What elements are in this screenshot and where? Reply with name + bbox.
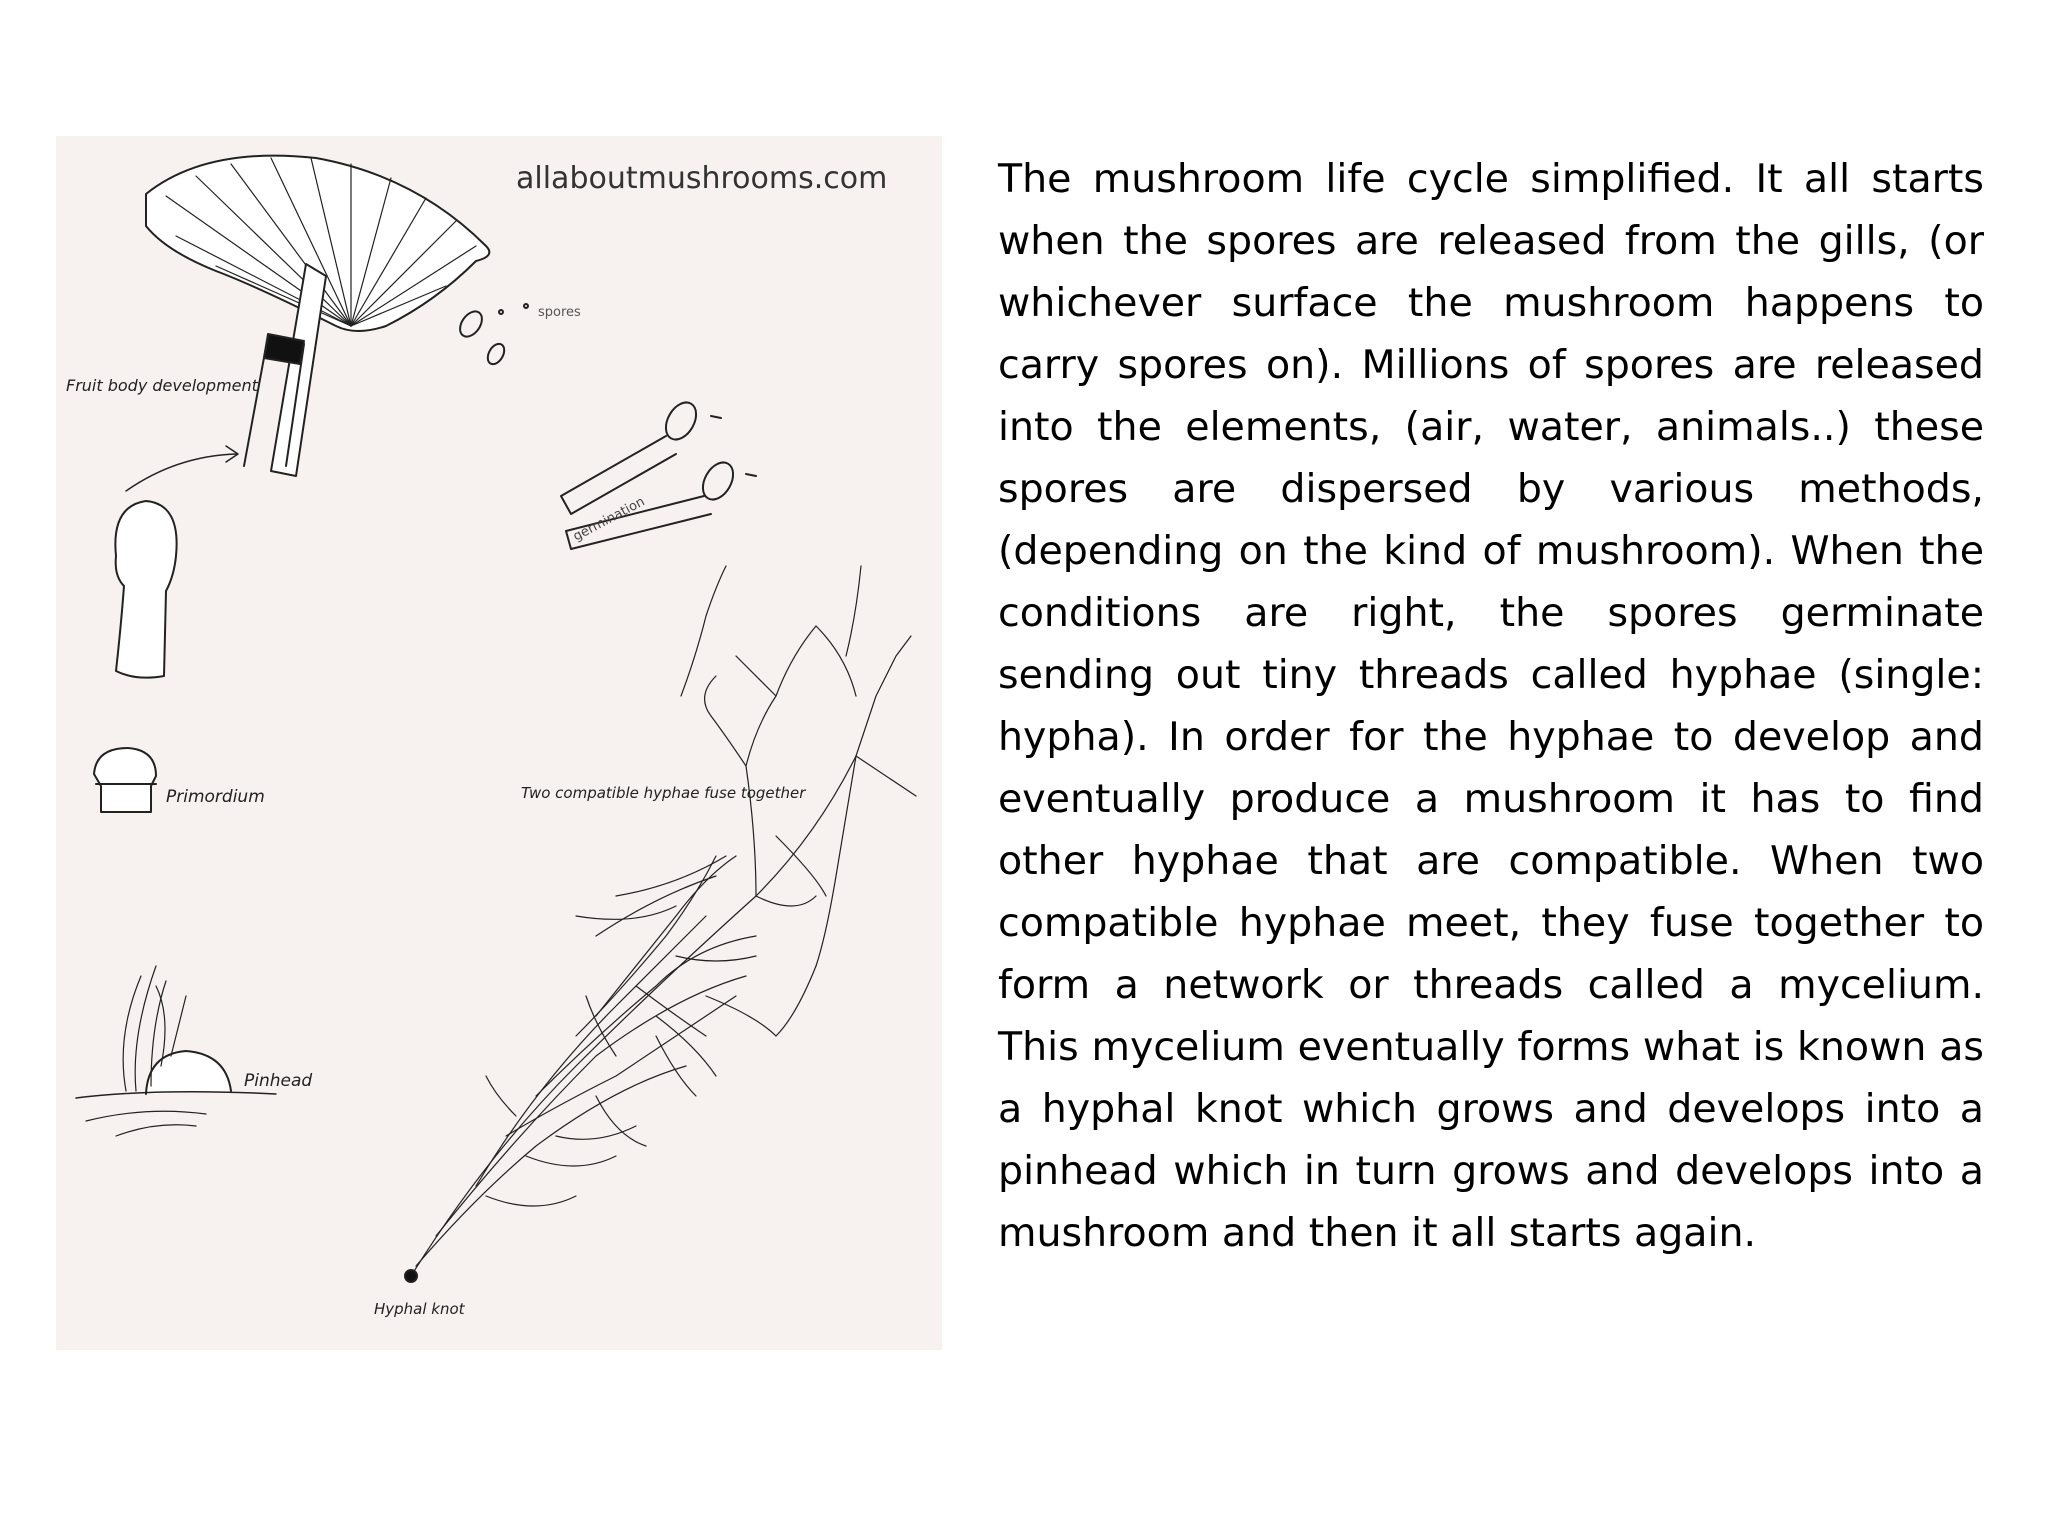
pinhead-label: Pinhead xyxy=(244,1071,313,1091)
spores-label: spores xyxy=(538,305,581,320)
life-cycle-figure xyxy=(56,136,942,1350)
spores-drawing xyxy=(456,304,528,367)
two-compatible-hyphae-label: Two compatible hyphae fuse together xyxy=(521,784,806,802)
life-cycle-description: The mushroom life cycle simplified. It all starts when the spores are released from the gills, (or whichever surface the mushroom happens to carry spores on). Millions of spores are released into the elements, (air, water, animals..) these spores are dispersed by various methods, (depending on the kind of mushroom). When the conditions are right, the spores germinate sending out tiny threads called hyphae (single: hypha). In order for the hyphae to develop and eventually produce a mushroom it has to find other hyphae that are compatible. When two compatible hyphae meet, they fuse together to form a network or threads called a mycelium. This mycelium eventually forms what is known as a hyphal knot which grows and develops into a pinhead which in turn grows and develops into a mushroom and then it all starts again. xyxy=(998,156,1984,1256)
young-fruit-body-drawing xyxy=(115,501,176,678)
germination-label: germination xyxy=(570,494,648,545)
mycelium-network-drawing xyxy=(411,566,916,1276)
primordium-label: Primordium xyxy=(166,787,265,807)
pinhead-drawing xyxy=(76,966,276,1136)
hyphal-knot-label: Hyphal knot xyxy=(374,1300,465,1318)
svg-text:Fruit body development xyxy=(66,376,259,395)
primordium-drawing xyxy=(94,748,156,812)
development-arrow xyxy=(126,454,236,491)
fruit-body-development-label: Fruit body development xyxy=(66,376,258,395)
hyphal-knot-drawing xyxy=(405,1270,417,1282)
mature-mushroom-drawing xyxy=(146,156,489,476)
watermark-text: allaboutmushrooms.com xyxy=(516,161,888,196)
life-cycle-drawing xyxy=(56,136,942,1350)
